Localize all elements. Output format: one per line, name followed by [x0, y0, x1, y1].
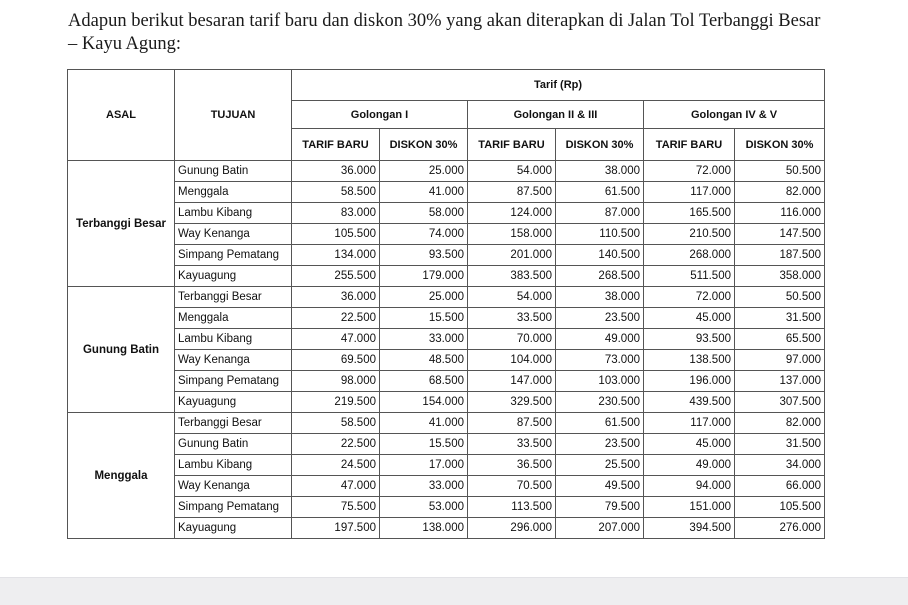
header-tarif-baru: TARIF BARU [292, 129, 380, 161]
diskon-cell: 25.000 [380, 287, 468, 308]
diskon-cell: 65.500 [735, 329, 825, 350]
diskon-cell: 79.500 [556, 497, 644, 518]
tarif-baru-cell: 36.000 [292, 287, 380, 308]
tarif-baru-cell: 87.500 [468, 182, 556, 203]
header-golongan-4-5: Golongan IV & V [644, 101, 825, 129]
tujuan-cell: Lambu Kibang [175, 329, 292, 350]
diskon-cell: 138.000 [380, 518, 468, 539]
tujuan-cell: Terbanggi Besar [175, 287, 292, 308]
diskon-cell: 82.000 [735, 413, 825, 434]
tarif-baru-cell: 196.000 [644, 371, 735, 392]
diskon-cell: 187.500 [735, 245, 825, 266]
tujuan-cell: Way Kenanga [175, 476, 292, 497]
tarif-baru-cell: 394.500 [644, 518, 735, 539]
tarif-baru-cell: 70.500 [468, 476, 556, 497]
diskon-cell: 179.000 [380, 266, 468, 287]
tarif-baru-cell: 58.500 [292, 413, 380, 434]
tarif-baru-cell: 83.000 [292, 203, 380, 224]
diskon-cell: 49.500 [556, 476, 644, 497]
diskon-cell: 49.000 [556, 329, 644, 350]
tarif-baru-cell: 197.500 [292, 518, 380, 539]
header-diskon: DISKON 30% [735, 129, 825, 161]
diskon-cell: 31.500 [735, 308, 825, 329]
diskon-cell: 358.000 [735, 266, 825, 287]
table-row [68, 203, 825, 224]
tarif-baru-cell: 54.000 [468, 161, 556, 182]
diskon-cell: 87.000 [556, 203, 644, 224]
tarif-baru-cell: 147.000 [468, 371, 556, 392]
tarif-baru-cell: 47.000 [292, 476, 380, 497]
table-row [68, 308, 825, 329]
tarif-baru-cell: 219.500 [292, 392, 380, 413]
tarif-baru-cell: 69.500 [292, 350, 380, 371]
diskon-cell: 66.000 [735, 476, 825, 497]
diskon-cell: 61.500 [556, 182, 644, 203]
tarif-baru-cell: 33.500 [468, 308, 556, 329]
tujuan-cell: Lambu Kibang [175, 455, 292, 476]
tarif-baru-cell: 104.000 [468, 350, 556, 371]
diskon-cell: 48.500 [380, 350, 468, 371]
tarif-baru-cell: 49.000 [644, 455, 735, 476]
tarif-baru-cell: 158.000 [468, 224, 556, 245]
diskon-cell: 50.500 [735, 161, 825, 182]
diskon-cell: 61.500 [556, 413, 644, 434]
tujuan-cell: Lambu Kibang [175, 203, 292, 224]
header-tarif: Tarif (Rp) [292, 70, 825, 101]
header-golongan-2-3: Golongan II & III [468, 101, 644, 129]
table-row [68, 476, 825, 497]
tujuan-cell: Kayuagung [175, 518, 292, 539]
diskon-cell: 25.500 [556, 455, 644, 476]
diskon-cell: 31.500 [735, 434, 825, 455]
tujuan-cell: Gunung Batin [175, 434, 292, 455]
tarif-baru-cell: 24.500 [292, 455, 380, 476]
diskon-cell: 38.000 [556, 287, 644, 308]
table-row [68, 497, 825, 518]
table-row [68, 434, 825, 455]
header-tujuan: TUJUAN [175, 70, 292, 161]
table-row [68, 161, 825, 182]
tarif-baru-cell: 70.000 [468, 329, 556, 350]
table-row [68, 392, 825, 413]
tarif-baru-cell: 151.000 [644, 497, 735, 518]
tarif-baru-cell: 117.000 [644, 413, 735, 434]
header-golongan-1: Golongan I [292, 101, 468, 129]
table-row [68, 518, 825, 539]
table-row [68, 350, 825, 371]
diskon-cell: 34.000 [735, 455, 825, 476]
tujuan-cell: Gunung Batin [175, 161, 292, 182]
diskon-cell: 50.500 [735, 287, 825, 308]
tarif-baru-cell: 54.000 [468, 287, 556, 308]
diskon-cell: 268.500 [556, 266, 644, 287]
tujuan-cell: Menggala [175, 308, 292, 329]
tujuan-cell: Menggala [175, 182, 292, 203]
diskon-cell: 53.000 [380, 497, 468, 518]
tujuan-cell: Way Kenanga [175, 224, 292, 245]
tujuan-cell: Simpang Pematang [175, 371, 292, 392]
tarif-baru-cell: 72.000 [644, 161, 735, 182]
diskon-cell: 110.500 [556, 224, 644, 245]
tarif-baru-cell: 165.500 [644, 203, 735, 224]
header-tarif-baru: TARIF BARU [468, 129, 556, 161]
diskon-cell: 230.500 [556, 392, 644, 413]
tarif-baru-cell: 22.500 [292, 434, 380, 455]
tujuan-cell: Simpang Pematang [175, 245, 292, 266]
tarif-baru-cell: 45.000 [644, 308, 735, 329]
table-header [68, 70, 825, 161]
diskon-cell: 276.000 [735, 518, 825, 539]
tarif-baru-cell: 72.000 [644, 287, 735, 308]
tarif-baru-cell: 296.000 [468, 518, 556, 539]
diskon-cell: 140.500 [556, 245, 644, 266]
table-row [68, 455, 825, 476]
diskon-cell: 82.000 [735, 182, 825, 203]
tarif-baru-cell: 36.500 [468, 455, 556, 476]
tarif-baru-cell: 117.000 [644, 182, 735, 203]
diskon-cell: 58.000 [380, 203, 468, 224]
bottom-bar [0, 577, 908, 605]
diskon-cell: 25.000 [380, 161, 468, 182]
tarif-baru-cell: 439.500 [644, 392, 735, 413]
diskon-cell: 23.500 [556, 308, 644, 329]
diskon-cell: 15.500 [380, 434, 468, 455]
diskon-cell: 33.000 [380, 329, 468, 350]
tarif-baru-cell: 87.500 [468, 413, 556, 434]
table-row [68, 371, 825, 392]
tujuan-cell: Way Kenanga [175, 350, 292, 371]
tujuan-cell: Terbanggi Besar [175, 413, 292, 434]
diskon-cell: 38.000 [556, 161, 644, 182]
diskon-cell: 41.000 [380, 182, 468, 203]
tarif-baru-cell: 36.000 [292, 161, 380, 182]
intro-paragraph [68, 10, 868, 56]
tarif-baru-cell: 201.000 [468, 245, 556, 266]
table-row [68, 287, 825, 308]
diskon-cell: 33.000 [380, 476, 468, 497]
diskon-cell: 68.500 [380, 371, 468, 392]
diskon-cell: 207.000 [556, 518, 644, 539]
tarif-baru-cell: 58.500 [292, 182, 380, 203]
tarif-baru-cell: 138.500 [644, 350, 735, 371]
tarif-baru-cell: 329.500 [468, 392, 556, 413]
header-asal: ASAL [68, 70, 175, 161]
diskon-cell: 147.500 [735, 224, 825, 245]
diskon-cell: 15.500 [380, 308, 468, 329]
table-row [68, 266, 825, 287]
tujuan-cell: Kayuagung [175, 392, 292, 413]
diskon-cell: 97.000 [735, 350, 825, 371]
tujuan-cell: Simpang Pematang [175, 497, 292, 518]
tarif-baru-cell: 210.500 [644, 224, 735, 245]
asal-cell: Gunung Batin [68, 287, 175, 413]
tarif-baru-cell: 383.500 [468, 266, 556, 287]
tarif-baru-cell: 33.500 [468, 434, 556, 455]
intro-line-1: Adapun berikut besaran tarif baru dan diskon 30% yang akan diterapkan di Jalan Tol Terbanggi Besar [68, 11, 821, 31]
tarif-baru-cell: 255.500 [292, 266, 380, 287]
tarif-baru-cell: 47.000 [292, 329, 380, 350]
tarif-baru-cell: 45.000 [644, 434, 735, 455]
diskon-cell: 41.000 [380, 413, 468, 434]
tarif-baru-cell: 75.500 [292, 497, 380, 518]
asal-cell: Terbanggi Besar [68, 161, 175, 287]
header-diskon: DISKON 30% [380, 129, 468, 161]
asal-cell: Menggala [68, 413, 175, 539]
table-row [68, 182, 825, 203]
tarif-baru-cell: 113.500 [468, 497, 556, 518]
header-diskon: DISKON 30% [556, 129, 644, 161]
tarif-baru-cell: 94.000 [644, 476, 735, 497]
tarif-baru-cell: 511.500 [644, 266, 735, 287]
table-body [68, 161, 825, 539]
diskon-cell: 93.500 [380, 245, 468, 266]
tariff-table [67, 69, 825, 539]
header-tarif-baru: TARIF BARU [644, 129, 735, 161]
intro-line-2: – Kayu Agung: [68, 34, 182, 54]
table-row [68, 329, 825, 350]
tarif-baru-cell: 124.000 [468, 203, 556, 224]
table-row [68, 245, 825, 266]
diskon-cell: 17.000 [380, 455, 468, 476]
diskon-cell: 137.000 [735, 371, 825, 392]
diskon-cell: 105.500 [735, 497, 825, 518]
diskon-cell: 23.500 [556, 434, 644, 455]
diskon-cell: 74.000 [380, 224, 468, 245]
tarif-baru-cell: 22.500 [292, 308, 380, 329]
tarif-baru-cell: 93.500 [644, 329, 735, 350]
tarif-baru-cell: 105.500 [292, 224, 380, 245]
diskon-cell: 116.000 [735, 203, 825, 224]
table-row [68, 224, 825, 245]
table-row [68, 413, 825, 434]
tarif-baru-cell: 268.000 [644, 245, 735, 266]
tujuan-cell: Kayuagung [175, 266, 292, 287]
diskon-cell: 103.000 [556, 371, 644, 392]
diskon-cell: 73.000 [556, 350, 644, 371]
diskon-cell: 307.500 [735, 392, 825, 413]
tarif-baru-cell: 134.000 [292, 245, 380, 266]
tarif-baru-cell: 98.000 [292, 371, 380, 392]
diskon-cell: 154.000 [380, 392, 468, 413]
